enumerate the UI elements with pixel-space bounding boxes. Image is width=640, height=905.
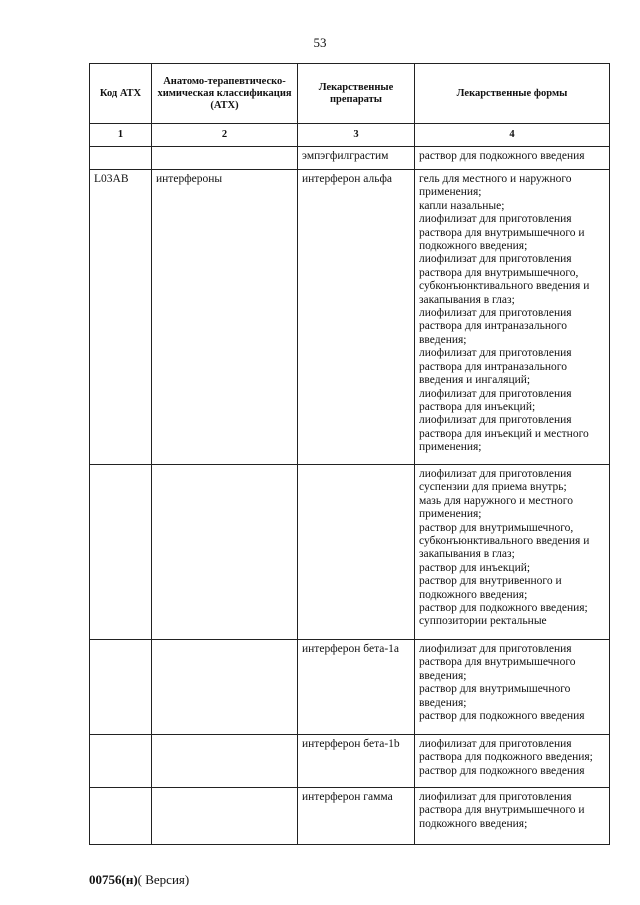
table-row — [90, 147, 610, 170]
form-item: лиофилизат для приготовления раствора для подкожного введения; — [419, 738, 593, 764]
form-item: лиофилизат для приготовления раствора для интраназального введения; — [419, 307, 572, 346]
form-item: раствор для внутривенного и подкожного введения; — [419, 575, 562, 601]
drug-table — [89, 63, 610, 845]
form-item: раствор для подкожного введения — [419, 764, 585, 777]
footer-version: ( Версия) — [137, 872, 190, 887]
cell-code: L03AB — [90, 170, 152, 465]
column-number-row — [90, 124, 610, 147]
table-row — [90, 788, 610, 845]
column-number: 1 — [90, 124, 152, 147]
cell-forms — [415, 147, 610, 170]
cell-code — [90, 788, 152, 845]
form-item: раствор для подкожного введения — [419, 710, 585, 723]
form-item: раствор для инъекций; — [419, 561, 531, 574]
cell-classification — [152, 465, 298, 640]
form-item: лиофилизат для приготовления раствора для внутримышечного, субконъюнктивального введения и закапывания в глаз; — [419, 253, 590, 306]
cell-classification — [152, 735, 298, 788]
table-row — [90, 170, 610, 465]
cell-drug: интерферон бета-1a — [298, 640, 415, 735]
footer-doc-id: 00756(н) — [89, 872, 138, 887]
cell-code — [90, 640, 152, 735]
cell-code — [90, 465, 152, 640]
document-footer — [89, 872, 189, 888]
form-item: лиофилизат для приготовления раствора для интраназального введения и ингаляций; — [419, 347, 572, 387]
form-item: раствор для внутримышечного введения; — [419, 683, 571, 709]
form-item: лиофилизат для приготовления раствора для внутримышечного и подкожного введения; — [419, 791, 585, 830]
form-item: раствор для внутримышечного, субконъюнктивального введения и закапывания в глаз; — [419, 521, 590, 561]
cell-code — [90, 147, 152, 170]
cell-forms — [415, 170, 610, 465]
form-item: суппозитории ректальные — [419, 615, 547, 628]
table-header-row — [90, 64, 610, 124]
cell-forms — [415, 465, 610, 640]
form-item: раствор для подкожного введения; — [419, 602, 588, 615]
header-classification: Анатомо-терапевтическо-химическая классификация (АТХ) — [152, 64, 298, 124]
cell-drug: интерферон бета-1b — [298, 735, 415, 788]
column-number: 4 — [415, 124, 610, 147]
form-item: лиофилизат для приготовления суспензии для приема внутрь; — [419, 468, 572, 494]
table-row — [90, 735, 610, 788]
cell-forms — [415, 640, 610, 735]
cell-forms — [415, 735, 610, 788]
form-item: лиофилизат для приготовления раствора для инъекций; — [419, 387, 572, 413]
form-item: раствор для подкожного введения — [419, 150, 585, 162]
form-item: лиофилизат для приготовления раствора для внутримышечного введения; — [419, 643, 576, 682]
cell-drug: интерферон альфа — [298, 170, 415, 465]
cell-forms — [415, 788, 610, 845]
cell-classification: интерфероны — [152, 170, 298, 465]
form-item: лиофилизат для приготовления раствора для инъекций и местного применения; — [419, 414, 589, 454]
cell-drug: эмпэгфилграстим — [298, 147, 415, 170]
column-number: 2 — [152, 124, 298, 147]
cell-code — [90, 735, 152, 788]
header-drugs: Лекарственные препараты — [298, 64, 415, 124]
table-row — [90, 640, 610, 735]
table-row — [90, 465, 610, 640]
form-item: капли назальные; — [419, 199, 505, 212]
cell-drug: интерферон гамма — [298, 788, 415, 845]
column-number: 3 — [298, 124, 415, 147]
cell-classification — [152, 640, 298, 735]
header-forms: Лекарственные формы — [415, 64, 610, 124]
form-item: мазь для наружного и местного применения; — [419, 494, 573, 521]
cell-classification — [152, 788, 298, 845]
page-number: 53 — [313, 35, 327, 50]
form-item: гель для местного и наружного применения; — [419, 173, 572, 199]
cell-classification — [152, 147, 298, 170]
header-code: Код АТХ — [90, 64, 152, 124]
form-item: лиофилизат для приготовления раствора для внутримышечного и подкожного введения; — [419, 213, 585, 253]
cell-drug — [298, 465, 415, 640]
